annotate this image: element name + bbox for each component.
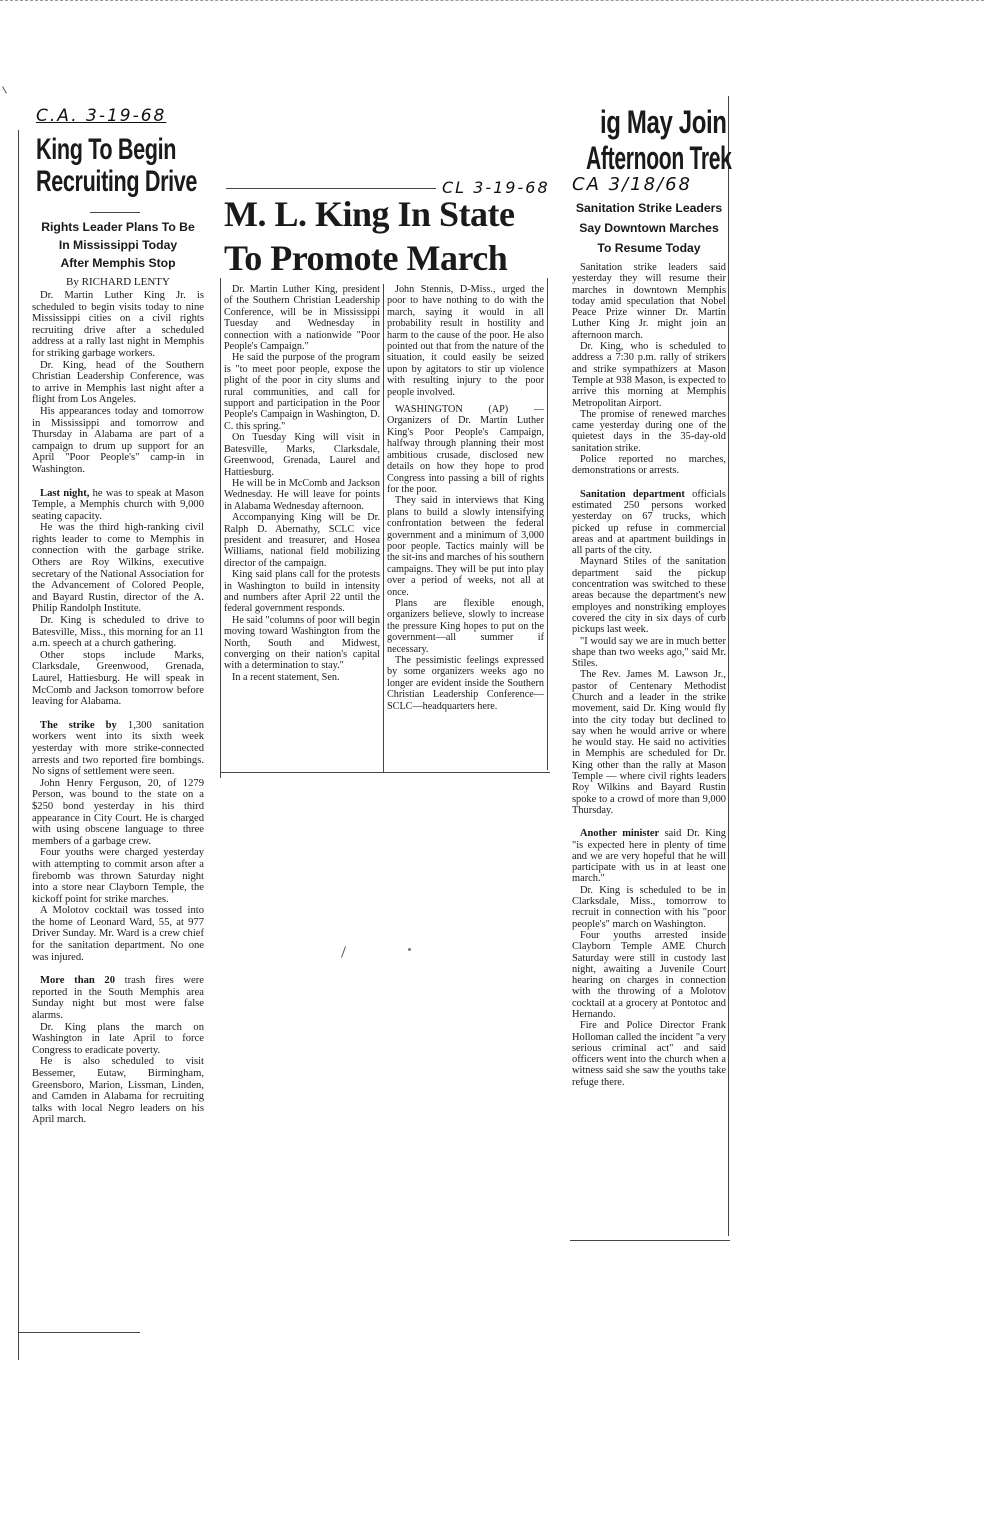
clip-right-border bbox=[547, 278, 548, 770]
scan-speck bbox=[408, 948, 411, 951]
headline-line-1: King To Begin bbox=[36, 133, 177, 166]
clip-left-border bbox=[18, 130, 19, 1360]
headline-line-2: Afternoon Trek bbox=[586, 140, 732, 176]
article-col-1 bbox=[224, 284, 380, 683]
paragraph: Last night, he was to speak at Mason Temple, a Memphis church with 9,000 seating capacity. bbox=[32, 487, 204, 522]
clip-bottom-rule bbox=[220, 772, 550, 773]
paragraph: "I would say we are in much better shape than two weeks ago," said Mr. Stiles. bbox=[572, 635, 726, 670]
paragraph: Plans are flexible enough, organizers believe, slowly to increase the pressure King hopes to put on the government—all summer if necessary. bbox=[387, 597, 544, 655]
headline-line-2: Recruiting Drive bbox=[36, 165, 198, 198]
deck-line: To Resume Today bbox=[597, 241, 701, 255]
scan-top-edge bbox=[0, 0, 984, 1]
article-body bbox=[32, 290, 204, 1126]
top-rule bbox=[226, 188, 436, 189]
paragraph: The strike by 1,300 sanitation workers went into its sixth week yesterday with more strike-connected arrests and two reported fire bombings. No signs of settlement were seen. bbox=[32, 719, 204, 778]
handwritten-date: CA 3/18/68 bbox=[572, 174, 692, 195]
scan-speck bbox=[2, 86, 7, 93]
handwritten-date: CL 3-19-68 bbox=[442, 178, 550, 197]
paragraph: King said plans call for the protests in Washington to build in intensity and numbers after April 22 until the federal government responds. bbox=[224, 569, 380, 615]
paragraph: Dr. Martin Luther King Jr. is scheduled to begin visits today to nine Mississippi cities on a civil rights recruiting drive after a scheduled address at a rally last night in Memphis for striking garbage workers. bbox=[32, 290, 204, 359]
paragraph: Another minister said Dr. King "is expected here in plenty of time and we are very hopeful that he will participate with us in at least one march." bbox=[572, 828, 726, 885]
byline: By RICHARD LENTY bbox=[66, 276, 170, 288]
scan-speck bbox=[341, 946, 346, 958]
paragraph: Accompanying King will be Dr. Ralph D. Abernathy, SCLC vice president and treasurer, and Hosea Williams, national field mobilizing director of the campaign. bbox=[224, 512, 380, 569]
paragraph: Dr. King, head of the Southern Christian Leadership Conference, was to arrive in Memphis last night after a flight from Los Angeles. bbox=[32, 359, 204, 406]
paragraph: His appearances today and tomorrow in Mississippi and tomorrow and Thursday in Alabama are part of a campaign to drum up support for an April "Poor People's" camp-in in Washington. bbox=[32, 405, 204, 475]
article-col-2 bbox=[387, 284, 544, 712]
clip-bottom-rule bbox=[18, 1332, 140, 1333]
paragraph: Maynard Stiles of the sanitation department said the pickup concentration was switched to these areas because the department's new employes and nonstriking employes covered the city in six days of curb pickups last week. bbox=[572, 556, 726, 636]
paragraph: Four youths arrested inside Clayborn Temple AME Church Saturday were still in custody last night, awaiting a Juvenile Court hearing on charges in connection with the throwing of a Molotov cocktail at a grocery at Pontotoc and Hernando. bbox=[572, 929, 726, 1020]
article-body bbox=[572, 262, 726, 1088]
handwritten-date: C.A. 3-19-68 bbox=[36, 106, 167, 126]
deck bbox=[32, 218, 204, 272]
paragraph: Four youths were charged yesterday with attempting to commit arson after a firebomb was thrown Saturday night into a store near Clayborn Temple, the kickoff point for strike marches. bbox=[32, 847, 204, 905]
deck bbox=[570, 198, 728, 258]
headline-line-1: ig May Join bbox=[600, 104, 727, 140]
deck-line: Sanitation Strike Leaders bbox=[575, 201, 723, 215]
paragraph: More than 20 trash fires were reported in the South Memphis area Sunday night but most were false alarms. bbox=[32, 975, 204, 1022]
paragraph: The Rev. James M. Lawson Jr., pastor of Centenary Methodist Church and a leader in the strike movement, said Dr. King would fly into the city today but declined to say when he would arrive or where he would stay. He said no activities in Memphis are scheduled for Dr. King other than the rally at Mason Temple — where civil rights leaders Roy Wilkins and Bayard Rustin spoke to a crowd of more than 9,000 Thursday. bbox=[572, 669, 726, 816]
headline bbox=[36, 134, 216, 198]
paragraph: The promise of renewed marches came yesterday during one of the quietest days in the 35-day-old sanitation strike. bbox=[572, 408, 726, 454]
paragraph: He will be in McComb and Jackson Wednesday. He will leave for points in Alabama Wednesday afternoon. bbox=[224, 477, 380, 512]
paragraph: Other stops include Marks, Clarksdale, Greenwood, Grenada, Laurel, Hattiesburg. He will speak in McComb and Jackson tomorrow before leaving for Alabama. bbox=[32, 649, 204, 708]
paragraph: Police reported no marches, demonstrations or arrests. bbox=[572, 454, 726, 477]
paragraph: He is also scheduled to visit Bessemer, Eutaw, Birmingham, Greensboro, Marion, Lissman, Linden, and Camden in Alabama for recruiting talks with local Negro leaders on his April march. bbox=[32, 1056, 204, 1126]
paragraph: WASHINGTON (AP) — Organizers of Dr. Martin Luther King's Poor People's Campaign, halfway through planning their most ambitious crusade, disclosed new details on how they hope to prod Congress into passing a bill of rights for the poor. bbox=[387, 404, 544, 495]
paragraph: He said the purpose of the program is "to meet poor people, expose the plight of the poor in city slums and rural communities, and call for support and participation in the Poor People's Campaign in Washington, D. C. this spring." bbox=[224, 352, 380, 432]
paragraph: They said in interviews that King plans to build a slowly intensifying confrontation between the federal government and a minimum of 3,000 poor people. Tactics mainly will be the sit-ins and marches of his southern campaigns. They will be put into play over a period of weeks, not all at once. bbox=[387, 495, 544, 598]
deck-line: Rights Leader Plans To Be bbox=[41, 220, 195, 234]
headline-line-1: M. L. King In State bbox=[224, 194, 515, 234]
deck-line: After Memphis Stop bbox=[60, 256, 176, 270]
paragraph: He was the third high-ranking civil rights leader to come to Memphis in connection with the garbage strike. Others are Roy Wilkins, executive secretary of the National Association for the Advancement of Colored People, and Bayard Rustin, director of the A. Philip Randolph Institute. bbox=[32, 522, 204, 615]
paragraph: Dr. King plans the march on Washington in late April to force Congress to eradicate poverty. bbox=[32, 1021, 204, 1056]
headline bbox=[586, 104, 807, 176]
paragraph: Dr. King, who is scheduled to address a 7:30 p.m. rally of strikers and strike sympathizers at Mason Temple at 938 Mason, is expected to arrive this morning at Memphis Metropolitan Airport. bbox=[572, 341, 726, 409]
paragraph: In a recent statement, Sen. bbox=[232, 671, 340, 683]
paragraph: Fire and Police Director Frank Holloman called the incident "a very serious criminal act" and said officers went into the church when a witness said she saw the youths take refuge there. bbox=[572, 1020, 726, 1088]
paragraph: The pessimistic feelings expressed by some organizers weeks ago no longer are evident inside the Southern Christian Leadership Conference—SCLC—headquarters here. bbox=[387, 655, 544, 712]
clip-left-border bbox=[220, 278, 221, 778]
paragraph: A Molotov cocktail was tossed into the home of Leonard Ward, 55, at 977 Driver Sunday. Mr. Ward is a crew chief for the sanitation department. No one was injured. bbox=[32, 905, 204, 963]
paragraph: John Stennis, D-Miss., urged the poor to have nothing to do with the march, saying it would in all probability result in hostility and harm to the cause of the poor. He also pointed out that from the nature of the situation, it could easily be seized upon by agitators to stir up violence with resulting injury to the poor people involved. bbox=[387, 284, 544, 398]
deck-line: In Mississippi Today bbox=[58, 238, 178, 252]
paragraph: He said "columns of poor will begin moving toward Washington from the North, South and Midwest, converging on their nation's capital with a determination to stay." bbox=[224, 614, 380, 672]
paragraph: Dr. King is scheduled to drive to Batesville, Miss., this morning for an 11 a.m. speech at a church gathering. bbox=[32, 615, 204, 650]
clip-bottom-rule bbox=[570, 1240, 730, 1241]
paragraph: Dr. King is scheduled to be in Clarksdale, Miss., tomorrow to recruit in connection with his "poor people's" march on Washington. bbox=[572, 884, 726, 930]
clip-right-border bbox=[728, 96, 729, 1236]
deck-divider bbox=[90, 212, 140, 213]
column-divider bbox=[383, 284, 384, 772]
headline-line-2: To Promote March bbox=[224, 238, 508, 278]
deck-line: Say Downtown Marches bbox=[579, 221, 719, 235]
paragraph: John Henry Ferguson, 20, of 1279 Person, was bound to the state on a $250 bond yesterday in his third appearance in City Court. He is charged with using obscene language to three members of a garbage crew. bbox=[32, 777, 204, 847]
paragraph: Dr. Martin Luther King, president of the Southern Christian Leadership Conference, will be in Mississippi Tuesday and Wednesday in connection with a nationwide "Poor People's Campaign." bbox=[224, 284, 380, 353]
paragraph: On Tuesday King will visit in Batesville, Marks, Clarksdale, Greenwood, Grenada, Laurel and Hattiesburg. bbox=[224, 432, 380, 478]
paragraph: Sanitation strike leaders said yesterday they will resume their marches in downtown Memphis today amid speculation that Nobel Peace Prize winner Dr. Martin Luther King Jr. might join an afternoon march. bbox=[572, 262, 726, 341]
paragraph: Sanitation department officials estimated 250 persons worked yesterday on 67 trucks, which picked up refuse in commercial areas and at apartment buildings in all parts of the city. bbox=[572, 488, 726, 557]
